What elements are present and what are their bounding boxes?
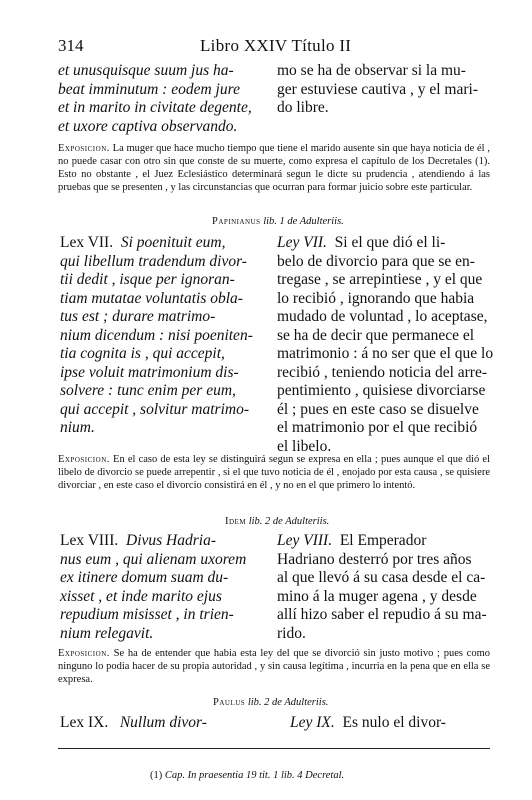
ley-number: Ley IX. bbox=[290, 714, 335, 731]
footnote-text: Cap. In praesentia 19 tit. 1 lib. 4 Decretal. bbox=[164, 770, 345, 781]
ley-number: Ley VIII. bbox=[277, 532, 333, 549]
spanish-first-line bbox=[277, 532, 491, 551]
source-author: Idem bbox=[225, 516, 247, 527]
latin-column-continuation bbox=[58, 62, 273, 136]
exposicion-text: La muger que hace mucho tiempo que tiene el marido ausente sin que haya noticia de él , no puede casar con otro sin que conste de su muerte, como expresa el capítulo de los Decretales (1). Esto no obstante , el Juez Eclesiástico determinará segun le dicte su prudencia , atendiendo á las pruebas que se presenten , y las circunstancias que ocurran para formar juicio sobre este particular. bbox=[58, 143, 490, 193]
latin-line: et in marito in civitate degente, bbox=[58, 99, 252, 116]
latin-line: et uxore captiva observando. bbox=[58, 117, 238, 135]
latin-line: et unusquisque suum jus ha- bbox=[58, 62, 234, 79]
latin-line: xisset , et inde marito ejus bbox=[60, 587, 222, 605]
spanish-line: ger estuviese cautiva , y el mari- bbox=[277, 80, 478, 98]
lex-number: Lex VII. bbox=[60, 234, 114, 251]
spanish-first-line bbox=[290, 714, 490, 733]
spanish-line: pentimiento , quisiese divorciarse bbox=[277, 382, 486, 399]
latin-incipit: Nullum divor- bbox=[119, 714, 207, 731]
spanish-line: do libre. bbox=[277, 99, 329, 116]
latin-first-line bbox=[60, 714, 274, 733]
spanish-column-continuation bbox=[277, 62, 492, 118]
spanish-line: mo se ha de observar si la mu- bbox=[277, 62, 466, 79]
latin-line: nium relegavit. bbox=[60, 624, 154, 642]
spanish-incipit: El Emperador bbox=[339, 532, 427, 549]
source-citation-1 bbox=[212, 216, 344, 227]
spanish-line: mino á la muger agena , y desde bbox=[277, 587, 477, 605]
source-ref: lib. 2 de Adulteriis. bbox=[248, 516, 330, 527]
spanish-line: allí hizo saber el repudio á su ma- bbox=[277, 606, 487, 623]
latin-line: qui libellum tradendum divor- bbox=[60, 252, 247, 270]
exposicion-1 bbox=[58, 142, 490, 194]
footnote-rule bbox=[58, 748, 490, 749]
spanish-line: se ha de decir que permanece el bbox=[277, 326, 475, 344]
footnote bbox=[150, 770, 344, 781]
spanish-line: el matrimonio por el que recibió bbox=[277, 419, 478, 436]
spanish-line: matrimonio : á no ser que el que lo bbox=[277, 345, 494, 362]
spanish-incipit: Si el que dió el li- bbox=[334, 234, 446, 251]
latin-line: tia cognita is , qui accepit, bbox=[60, 345, 225, 362]
source-citation-2 bbox=[225, 516, 329, 527]
latin-line: tiam mutatae voluntatis oblа- bbox=[60, 289, 243, 307]
spanish-line: recibió , teniendo noticia del arre- bbox=[277, 363, 488, 381]
exposicion-label: Exposicion. bbox=[58, 648, 110, 659]
spanish-line: Hadriano desterró por tres años bbox=[277, 550, 472, 568]
spanish-line: belo de divorcio para que se en- bbox=[277, 252, 475, 270]
spanish-line: el libelo. bbox=[277, 437, 332, 455]
latin-line: solvere : tunc enim per eum, bbox=[60, 382, 236, 399]
running-title: Libro XXIV Título II bbox=[200, 36, 352, 55]
latin-line: qui accepit , solvitur matrimo- bbox=[60, 400, 249, 418]
lex-number: Lex VIII. bbox=[60, 532, 119, 549]
latin-line: tus est ; durare matrimo- bbox=[60, 308, 216, 325]
spanish-line: él ; pues en este caso se disuelve bbox=[277, 400, 479, 418]
spanish-line: tregase , se arrepintiese , y el que bbox=[277, 271, 483, 288]
latin-line: nium. bbox=[60, 419, 95, 436]
spanish-column-ley-vii bbox=[277, 234, 494, 456]
latin-column-lex-viii bbox=[60, 532, 274, 643]
spanish-incipit: Es nulo el divor- bbox=[342, 714, 446, 731]
running-header bbox=[58, 36, 488, 58]
latin-line: ex itinere domum suam du- bbox=[60, 569, 229, 586]
latin-incipit: Si poenituit eum, bbox=[120, 234, 226, 251]
latin-line: nium dicendum : nisi poeniten- bbox=[60, 326, 253, 344]
lex-number: Lex IX. bbox=[60, 714, 109, 731]
latin-line: nus eum , qui alienam uxorem bbox=[60, 550, 247, 568]
spanish-first-line bbox=[277, 234, 491, 253]
latin-line: repudium misisset , in trien- bbox=[60, 606, 234, 623]
spanish-line: al que llevó á su casa desde el ca- bbox=[277, 569, 486, 586]
source-ref: lib. 1 de Adulteriis. bbox=[263, 216, 344, 227]
latin-first-line bbox=[60, 532, 274, 551]
footnote-marker: (1) bbox=[150, 770, 163, 781]
page-number: 314 bbox=[58, 36, 84, 55]
source-ref: lib. 2 de Adulteriis. bbox=[247, 697, 329, 708]
latin-column-lex-vii bbox=[60, 234, 274, 438]
latin-column-lex-ix bbox=[60, 714, 274, 733]
spanish-column-ley-ix bbox=[290, 714, 490, 733]
exposicion-3 bbox=[58, 647, 490, 686]
exposicion-label: Exposicion. bbox=[58, 143, 110, 154]
exposicion-text: En el caso de esta ley se distinguirá segun se expresa en ella ; pues aunque el que dió el libelo de divorcio se puede arrepentir , si el que tuvo noticia de él , enojado por esta causa , se quisiere divorciar , en este caso el divorcio consistirá en él , y no en el que primero lo intentó. bbox=[58, 454, 491, 491]
latin-incipit: Divus Hadria- bbox=[126, 532, 216, 549]
spanish-line: mudado de voluntad , lo aceptase, bbox=[277, 308, 488, 325]
latin-first-line bbox=[60, 234, 274, 253]
source-citation-3 bbox=[213, 697, 328, 708]
exposicion-label: Exposicion. bbox=[58, 454, 110, 465]
latin-line: ipse voluit matrimonium dis- bbox=[60, 363, 239, 381]
spanish-column-ley-viii bbox=[277, 532, 491, 643]
ley-number: Ley VII. bbox=[277, 234, 327, 251]
exposicion-text: Se ha de entender que habia esta ley del que se divorció sin justo motivo ; pues como ninguno lo podia hacer de su propia autoridad , y sin causa legítima , incurria en la pena que en ella se expresa. bbox=[58, 648, 490, 685]
spanish-line: rido. bbox=[277, 624, 306, 642]
spanish-line: lo recibió , ignorando que habia bbox=[277, 289, 475, 307]
source-author: Paulus bbox=[213, 697, 246, 708]
latin-line: tii dedit , isque per ignoran- bbox=[60, 271, 235, 288]
latin-line: beat imminutum : eodem jure bbox=[58, 80, 240, 98]
source-author: Papinianus bbox=[212, 216, 261, 227]
exposicion-2 bbox=[58, 453, 490, 492]
